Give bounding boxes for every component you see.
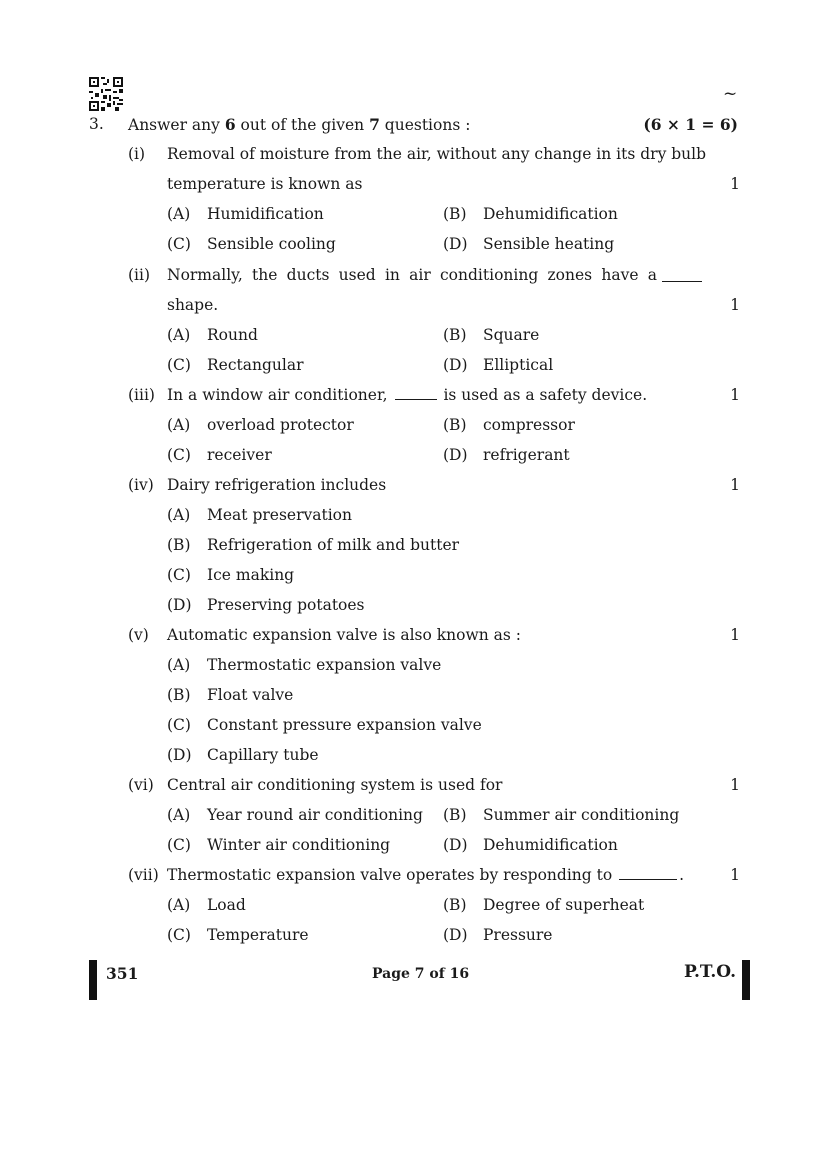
option-text: refrigerant bbox=[483, 446, 570, 464]
tilde-mark: ~ bbox=[723, 84, 738, 104]
answer-blank bbox=[619, 878, 677, 880]
option-label: (A) bbox=[167, 806, 191, 824]
option-label: (C) bbox=[167, 356, 191, 374]
option-label: (A) bbox=[167, 656, 191, 674]
page-number: Page 7 of 16 bbox=[372, 966, 470, 982]
option-text: receiver bbox=[207, 446, 272, 464]
item-number: (iv) bbox=[128, 476, 154, 494]
option-label: (C) bbox=[167, 926, 191, 944]
item-mark: 1 bbox=[730, 296, 740, 314]
option-text: Thermostatic expansion valve bbox=[207, 656, 442, 674]
left-margin-bar bbox=[89, 960, 97, 1000]
item-mark: 1 bbox=[730, 776, 740, 794]
item-stem-continued: temperature is known as bbox=[167, 175, 363, 193]
question-marks: (6 × 1 = 6) bbox=[643, 115, 738, 134]
answer-blank bbox=[395, 398, 437, 400]
option-text: Winter air conditioning bbox=[207, 836, 391, 854]
option-label: (D) bbox=[443, 926, 468, 944]
option-label: (C) bbox=[167, 446, 191, 464]
item-stem: Central air conditioning system is used for bbox=[167, 776, 503, 794]
option-label: (D) bbox=[443, 235, 468, 253]
option-text: Capillary tube bbox=[207, 746, 319, 764]
option-text: Load bbox=[207, 896, 246, 914]
option-text: Year round air conditioning bbox=[207, 806, 423, 824]
option-label: (B) bbox=[443, 416, 467, 434]
option-text: Rectangular bbox=[207, 356, 304, 374]
item-stem: Normally, the ducts used in air conditioning zones have a bbox=[167, 266, 657, 284]
option-text: Humidification bbox=[207, 205, 324, 223]
option-text: Temperature bbox=[207, 926, 309, 944]
option-label: (D) bbox=[443, 836, 468, 854]
option-text: Sensible cooling bbox=[207, 235, 336, 253]
item-mark: 1 bbox=[730, 175, 740, 193]
item-number: (v) bbox=[128, 626, 149, 644]
option-label: (B) bbox=[167, 686, 191, 704]
option-label: (C) bbox=[167, 716, 191, 734]
option-label: (C) bbox=[167, 235, 191, 253]
option-text: overload protector bbox=[207, 416, 354, 434]
option-label: (A) bbox=[167, 326, 191, 344]
option-label: (C) bbox=[167, 566, 191, 584]
item-mark: 1 bbox=[730, 476, 740, 494]
option-label: (A) bbox=[167, 205, 191, 223]
option-text: Constant pressure expansion valve bbox=[207, 716, 482, 734]
option-text: Sensible heating bbox=[483, 235, 615, 253]
item-mark: 1 bbox=[730, 866, 740, 884]
option-label: (B) bbox=[443, 205, 467, 223]
item-number: (ii) bbox=[128, 266, 151, 284]
option-label: (C) bbox=[167, 836, 191, 854]
option-text: compressor bbox=[483, 416, 575, 434]
option-text: Dehumidification bbox=[483, 836, 618, 854]
item-number: (vi) bbox=[128, 776, 154, 794]
option-label: (D) bbox=[443, 356, 468, 374]
question-number: 3. bbox=[89, 115, 104, 133]
option-label: (D) bbox=[167, 596, 192, 614]
option-label: (D) bbox=[167, 746, 192, 764]
option-label: (A) bbox=[167, 896, 191, 914]
question-instruction: Answer any 6 out of the given 7 questions : bbox=[128, 115, 471, 134]
option-text: Preserving potatoes bbox=[207, 596, 365, 614]
option-text: Meat preservation bbox=[207, 506, 352, 524]
right-margin-bar bbox=[742, 960, 750, 1000]
subject-code: 351 bbox=[106, 964, 139, 983]
option-label: (A) bbox=[167, 506, 191, 524]
item-stem: In a window air conditioner, is used as a safety device. bbox=[167, 386, 648, 404]
pto-label: P.T.O. bbox=[684, 962, 736, 982]
item-number: (vii) bbox=[128, 866, 159, 884]
option-label: (B) bbox=[443, 806, 467, 824]
option-text: Elliptical bbox=[483, 356, 554, 374]
item-stem: Automatic expansion valve is also known as : bbox=[167, 626, 521, 644]
item-stem: Removal of moisture from the air, without any change in its dry bulb bbox=[167, 145, 707, 163]
item-stem: Thermostatic expansion valve operates by responding to . bbox=[167, 866, 685, 884]
option-text: Summer air conditioning bbox=[483, 806, 680, 824]
option-text: Float valve bbox=[207, 686, 294, 704]
option-text: Pressure bbox=[483, 926, 553, 944]
option-label: (B) bbox=[443, 896, 467, 914]
option-label: (D) bbox=[443, 446, 468, 464]
option-text: Refrigeration of milk and butter bbox=[207, 536, 460, 554]
option-text: Dehumidification bbox=[483, 205, 618, 223]
option-label: (A) bbox=[167, 416, 191, 434]
item-stem-continued: shape. bbox=[167, 296, 219, 314]
item-mark: 1 bbox=[730, 386, 740, 404]
option-label: (B) bbox=[443, 326, 467, 344]
answer-blank bbox=[662, 281, 702, 282]
item-number: (iii) bbox=[128, 386, 155, 404]
option-text: Ice making bbox=[207, 566, 295, 584]
option-text: Degree of superheat bbox=[483, 896, 645, 914]
option-text: Round bbox=[207, 326, 258, 344]
option-label: (B) bbox=[167, 536, 191, 554]
item-stem: Dairy refrigeration includes bbox=[167, 476, 387, 494]
item-mark: 1 bbox=[730, 626, 740, 644]
option-text: Square bbox=[483, 326, 540, 344]
item-number: (i) bbox=[128, 145, 146, 163]
qr-code-icon bbox=[89, 77, 123, 111]
